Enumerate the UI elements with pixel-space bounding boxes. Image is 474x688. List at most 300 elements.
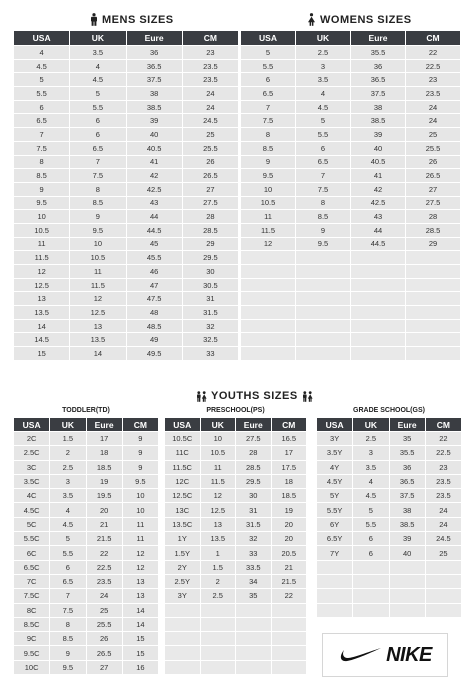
cell-uk: 1: [201, 546, 236, 559]
cell-cm: 25: [426, 546, 461, 559]
table-row: [165, 546, 306, 559]
table-row: [14, 575, 158, 588]
cell-usa: 5C: [14, 518, 49, 531]
table-row: [241, 73, 460, 86]
cell-eure: 42.5: [127, 183, 182, 196]
cell-usa: 11.5: [14, 251, 69, 264]
cell-usa: 8C: [14, 604, 49, 617]
cell-usa: 4: [14, 46, 69, 59]
empty-cell: [406, 251, 460, 264]
cell-cm: 26.5: [183, 169, 238, 182]
empty-cell: [406, 292, 460, 305]
cell-eure: 31.5: [236, 518, 271, 531]
table-row: [241, 101, 460, 114]
table-row: [14, 279, 238, 292]
empty-cell: [353, 604, 388, 617]
cell-uk: 11.5: [201, 475, 236, 488]
cell-uk: 10: [70, 238, 125, 251]
cell-eure: 39: [390, 532, 425, 545]
cell-cm: 10: [123, 489, 158, 502]
cell-usa: 12: [14, 265, 69, 278]
empty-cell: [241, 320, 295, 333]
empty-cell: [406, 333, 460, 346]
cell-usa: 13.5C: [165, 518, 200, 531]
table-row: [14, 589, 158, 602]
empty-table-row: [317, 575, 461, 588]
cell-uk: 4.5: [353, 489, 388, 502]
empty-cell: [201, 661, 236, 674]
cell-usa: 3C: [14, 461, 49, 474]
table-row: [14, 333, 238, 346]
cell-usa: 9: [241, 156, 295, 169]
table-row: [241, 197, 460, 210]
empty-cell: [272, 632, 307, 645]
cell-uk: 5.5: [70, 101, 125, 114]
table-row: [14, 251, 238, 264]
cell-eure: 30: [236, 489, 271, 502]
cell-eure: 48: [127, 306, 182, 319]
cell-usa: 5: [241, 46, 295, 59]
empty-table-row: [241, 333, 460, 346]
cell-usa: 11.5: [241, 224, 295, 237]
cell-uk: 2.5: [353, 432, 388, 445]
cell-usa: 3.5C: [14, 475, 49, 488]
table-row: [14, 546, 158, 559]
cell-usa: 5: [14, 73, 69, 86]
table-row: [317, 432, 461, 445]
swoosh-icon: [338, 646, 382, 664]
cell-eure: 44.5: [351, 238, 405, 251]
cell-cm: 21.5: [272, 575, 307, 588]
table-row: [14, 518, 158, 531]
table-row: [14, 532, 158, 545]
column-header-eure: Eure: [236, 418, 271, 431]
cell-eure: 43: [127, 197, 182, 210]
cell-cm: 27.5: [183, 197, 238, 210]
cell-eure: 48.5: [127, 320, 182, 333]
cell-eure: 38.5: [127, 101, 182, 114]
cell-eure: 40: [390, 546, 425, 559]
cell-cm: 23.5: [183, 60, 238, 73]
empty-cell: [351, 251, 405, 264]
cell-usa: 9.5C: [14, 646, 49, 659]
table-row: [14, 475, 158, 488]
cell-usa: 3Y: [317, 432, 352, 445]
empty-table-row: [241, 306, 460, 319]
cell-eure: 22: [87, 546, 122, 559]
cell-usa: 13.5: [14, 306, 69, 319]
cell-cm: 30: [183, 265, 238, 278]
cell-cm: 28: [406, 210, 460, 223]
cell-uk: 4: [70, 60, 125, 73]
column-header-cm: CM: [183, 31, 238, 45]
cell-uk: 7.5: [70, 169, 125, 182]
empty-table-row: [165, 618, 306, 631]
cell-cm: 20: [272, 532, 307, 545]
cell-cm: 13: [123, 589, 158, 602]
cell-eure: 33.5: [236, 561, 271, 574]
children-icon: [302, 391, 313, 402]
empty-cell: [390, 604, 425, 617]
cell-eure: 38: [127, 87, 182, 100]
empty-cell: [201, 646, 236, 659]
cell-eure: 21: [87, 518, 122, 531]
cell-eure: 28: [236, 446, 271, 459]
cell-uk: 6: [50, 561, 85, 574]
empty-table-row: [241, 292, 460, 305]
table-row: [14, 46, 238, 59]
mens-sizes-title: [90, 13, 174, 26]
table-row: [14, 320, 238, 333]
cell-usa: 4.5C: [14, 503, 49, 516]
empty-cell: [165, 604, 200, 617]
cell-usa: 7.5: [14, 142, 69, 155]
empty-cell: [165, 618, 200, 631]
cell-uk: 4.5: [296, 101, 350, 114]
empty-cell: [201, 618, 236, 631]
cell-uk: 13.5: [70, 333, 125, 346]
cell-cm: 32: [183, 320, 238, 333]
empty-cell: [426, 561, 461, 574]
cell-usa: 12C: [165, 475, 200, 488]
table-row: [165, 518, 306, 531]
cell-cm: 23.5: [426, 489, 461, 502]
cell-cm: 17: [272, 446, 307, 459]
cell-cm: 27: [183, 183, 238, 196]
empty-cell: [351, 292, 405, 305]
cell-cm: 12: [123, 546, 158, 559]
table-row: [14, 503, 158, 516]
empty-cell: [236, 618, 271, 631]
cell-cm: 25.5: [183, 142, 238, 155]
empty-cell: [351, 347, 405, 360]
column-header-cm: CM: [406, 31, 460, 45]
cell-eure: 26: [87, 632, 122, 645]
cell-usa: 11: [14, 238, 69, 251]
cell-cm: 15: [123, 646, 158, 659]
table-row: [165, 503, 306, 516]
empty-cell: [426, 575, 461, 588]
empty-cell: [296, 320, 350, 333]
cell-uk: 12.5: [70, 306, 125, 319]
cell-uk: 3: [296, 60, 350, 73]
cell-cm: 24: [426, 518, 461, 531]
cell-eure: 27.5: [236, 432, 271, 445]
cell-eure: 39: [127, 114, 182, 127]
column-header-usa: USA: [165, 418, 200, 431]
cell-eure: 21.5: [87, 532, 122, 545]
table-row: [241, 169, 460, 182]
cell-eure: 35.5: [390, 446, 425, 459]
cell-usa: 4C: [14, 489, 49, 502]
table-row: [165, 432, 306, 445]
empty-cell: [272, 661, 307, 674]
cell-usa: 7C: [14, 575, 49, 588]
column-header-usa: USA: [241, 31, 295, 45]
cell-eure: 18: [87, 446, 122, 459]
cell-uk: 4.5: [70, 73, 125, 86]
cell-usa: 7: [241, 101, 295, 114]
cell-uk: 9.5: [50, 661, 85, 674]
cell-usa: 10.5C: [165, 432, 200, 445]
cell-uk: 8: [296, 197, 350, 210]
cell-usa: 11: [241, 210, 295, 223]
empty-cell: [236, 646, 271, 659]
cell-cm: 23.5: [183, 73, 238, 86]
cell-eure: 43: [351, 210, 405, 223]
cell-cm: 26.5: [406, 169, 460, 182]
cell-uk: 6: [296, 142, 350, 155]
empty-table-row: [241, 347, 460, 360]
cell-eure: 36: [127, 46, 182, 59]
cell-cm: 30.5: [183, 279, 238, 292]
table-row: [317, 446, 461, 459]
cell-usa: 10.5: [14, 224, 69, 237]
cell-eure: 42: [127, 169, 182, 182]
table-row: [14, 183, 238, 196]
cell-usa: 5.5Y: [317, 503, 352, 516]
cell-cm: 25: [406, 128, 460, 141]
cell-cm: 28.5: [406, 224, 460, 237]
cell-uk: 5: [296, 114, 350, 127]
cell-cm: 29.5: [183, 251, 238, 264]
cell-cm: 24: [426, 503, 461, 516]
cell-eure: 49: [127, 333, 182, 346]
cell-cm: 10: [123, 503, 158, 516]
cell-usa: 5Y: [317, 489, 352, 502]
cell-cm: 22.5: [426, 446, 461, 459]
table-row: [241, 114, 460, 127]
cell-usa: 9: [14, 183, 69, 196]
cell-uk: 3.5: [353, 461, 388, 474]
cell-eure: 44: [127, 210, 182, 223]
table-row: [241, 87, 460, 100]
table-row: [241, 210, 460, 223]
cell-uk: 5: [353, 503, 388, 516]
column-header-cm: CM: [272, 418, 307, 431]
cell-usa: 8.5: [241, 142, 295, 155]
cell-uk: 4: [50, 503, 85, 516]
empty-table-row: [165, 646, 306, 659]
table-row: [14, 446, 158, 459]
table-row: [14, 347, 238, 360]
cell-uk: 3: [50, 475, 85, 488]
cell-uk: 4: [353, 475, 388, 488]
cell-uk: 12: [70, 292, 125, 305]
empty-table-row: [241, 320, 460, 333]
cell-uk: 8: [50, 618, 85, 631]
womens-sizes-title: [307, 13, 412, 26]
empty-cell: [241, 265, 295, 278]
cell-cm: 9: [123, 461, 158, 474]
cell-cm: 24: [183, 101, 238, 114]
cell-usa: 13: [14, 292, 69, 305]
cell-uk: 5.5: [296, 128, 350, 141]
cell-eure: 37.5: [390, 489, 425, 502]
cell-eure: 49.5: [127, 347, 182, 360]
cell-uk: 3.5: [296, 73, 350, 86]
cell-eure: 33: [236, 546, 271, 559]
cell-eure: 38: [351, 101, 405, 114]
empty-cell: [165, 646, 200, 659]
mens-sizes-label: MENS SIZES: [102, 13, 174, 26]
empty-cell: [165, 661, 200, 674]
empty-table-row: [165, 632, 306, 645]
cell-uk: 6.5: [296, 156, 350, 169]
table-header-row: [14, 418, 158, 431]
cell-usa: 1Y: [165, 532, 200, 545]
cell-cm: 22: [272, 589, 307, 602]
table-row: [14, 618, 158, 631]
toddler-label: TODDLER(TD): [62, 407, 110, 414]
cell-usa: 2.5Y: [165, 575, 200, 588]
cell-usa: 10: [14, 210, 69, 223]
cell-uk: 2.5: [201, 589, 236, 602]
cell-uk: 8.5: [50, 632, 85, 645]
cell-cm: 31.5: [183, 306, 238, 319]
empty-table-row: [241, 251, 460, 264]
table-row: [14, 114, 238, 127]
table-row: [14, 265, 238, 278]
column-header-uk: UK: [70, 31, 125, 45]
cell-usa: 10C: [14, 661, 49, 674]
cell-uk: 13: [201, 518, 236, 531]
cell-usa: 6.5: [14, 114, 69, 127]
cell-eure: 23.5: [87, 575, 122, 588]
cell-cm: 18.5: [272, 489, 307, 502]
cell-uk: 10.5: [201, 446, 236, 459]
cell-usa: 9C: [14, 632, 49, 645]
table-row: [14, 210, 238, 223]
cell-uk: 13: [70, 320, 125, 333]
cell-cm: 23: [183, 46, 238, 59]
cell-uk: 4.5: [50, 518, 85, 531]
cell-uk: 2: [201, 575, 236, 588]
cell-cm: 16.5: [272, 432, 307, 445]
cell-cm: 27.5: [406, 197, 460, 210]
table-row: [241, 46, 460, 59]
column-header-cm: CM: [123, 418, 158, 431]
cell-eure: 22.5: [87, 561, 122, 574]
cell-cm: 18: [272, 475, 307, 488]
table-row: [317, 489, 461, 502]
cell-eure: 45.5: [127, 251, 182, 264]
cell-eure: 35: [236, 589, 271, 602]
cell-usa: 11C: [165, 446, 200, 459]
cell-eure: 40: [127, 128, 182, 141]
empty-cell: [165, 632, 200, 645]
cell-cm: 17.5: [272, 461, 307, 474]
womens-size-table: [240, 30, 461, 361]
cell-cm: 24: [406, 101, 460, 114]
table-row: [14, 646, 158, 659]
nike-wordmark: NIKE: [386, 643, 432, 666]
cell-uk: 3.5: [70, 46, 125, 59]
preschool-label: PRESCHOOL(PS): [206, 407, 265, 414]
cell-usa: 3.5Y: [317, 446, 352, 459]
cell-cm: 23: [426, 461, 461, 474]
cell-cm: 31: [183, 292, 238, 305]
cell-uk: 10.5: [70, 251, 125, 264]
cell-uk: 7.5: [50, 604, 85, 617]
empty-cell: [406, 320, 460, 333]
cell-usa: 9.5: [14, 197, 69, 210]
cell-eure: 42.5: [351, 197, 405, 210]
table-row: [14, 604, 158, 617]
cell-usa: 2Y: [165, 561, 200, 574]
table-row: [165, 489, 306, 502]
cell-usa: 5.5C: [14, 532, 49, 545]
cell-eure: 41: [127, 156, 182, 169]
children-icon: [196, 391, 207, 402]
table-row: [14, 238, 238, 251]
empty-cell: [241, 292, 295, 305]
cell-cm: 33: [183, 347, 238, 360]
empty-cell: [296, 333, 350, 346]
cell-uk: 3.5: [50, 489, 85, 502]
cell-uk: 6.5: [70, 142, 125, 155]
cell-eure: 32: [236, 532, 271, 545]
cell-eure: 29.5: [236, 475, 271, 488]
table-header-row: [14, 31, 238, 45]
cell-uk: 2.5: [296, 46, 350, 59]
empty-cell: [241, 251, 295, 264]
table-row: [14, 292, 238, 305]
cell-cm: 23.5: [406, 87, 460, 100]
cell-uk: 9.5: [296, 238, 350, 251]
empty-cell: [241, 333, 295, 346]
cell-cm: 24.5: [426, 532, 461, 545]
cell-uk: 9.5: [70, 224, 125, 237]
woman-icon: [307, 13, 316, 26]
cell-eure: 17: [87, 432, 122, 445]
cell-usa: 6: [14, 101, 69, 114]
cell-eure: 44.5: [127, 224, 182, 237]
cell-usa: 10: [241, 183, 295, 196]
empty-cell: [241, 347, 295, 360]
cell-cm: 24.5: [183, 114, 238, 127]
cell-eure: 39: [351, 128, 405, 141]
empty-cell: [317, 589, 352, 602]
empty-cell: [351, 333, 405, 346]
cell-eure: 35.5: [351, 46, 405, 59]
cell-eure: 45: [127, 238, 182, 251]
empty-cell: [406, 306, 460, 319]
empty-cell: [317, 575, 352, 588]
table-row: [165, 475, 306, 488]
empty-cell: [353, 561, 388, 574]
cell-uk: 2: [50, 446, 85, 459]
cell-uk: 13.5: [201, 532, 236, 545]
mens-size-table: [13, 30, 239, 361]
toddler-size-table: [13, 417, 159, 675]
table-row: [165, 461, 306, 474]
empty-table-row: [241, 279, 460, 292]
cell-cm: 22.5: [406, 60, 460, 73]
cell-cm: 24: [183, 87, 238, 100]
cell-usa: 7.5: [241, 114, 295, 127]
table-row: [317, 532, 461, 545]
cell-uk: 4: [296, 87, 350, 100]
cell-eure: 24: [87, 589, 122, 602]
column-header-eure: Eure: [390, 418, 425, 431]
youths-sizes-title: [196, 390, 313, 402]
cell-uk: 8: [70, 183, 125, 196]
empty-cell: [351, 265, 405, 278]
cell-uk: 11: [201, 461, 236, 474]
table-row: [14, 128, 238, 141]
empty-cell: [272, 604, 307, 617]
